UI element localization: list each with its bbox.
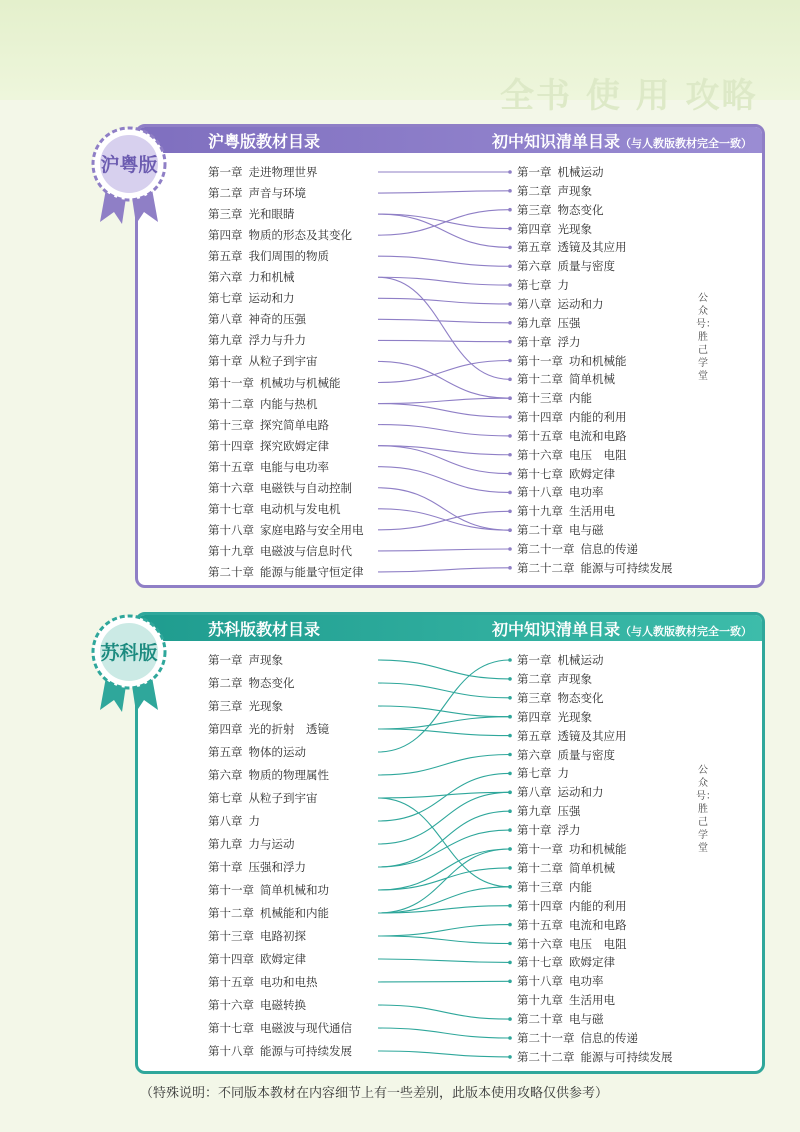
hy-right-chapter: 第十章 浮力 xyxy=(517,334,581,349)
hy-left-chapter: 第十九章 电磁波与信息时代 xyxy=(208,543,352,558)
sk-right-chapter: 第十七章 欧姆定律 xyxy=(517,955,615,970)
sk-mapping-line xyxy=(378,830,510,867)
hy-mapping-endpoint xyxy=(508,283,512,287)
sk-mapping-line xyxy=(378,1051,510,1057)
sk-right-chapter: 第三章 物态变化 xyxy=(517,690,604,705)
sk-mapping-line xyxy=(378,755,510,776)
hy-right-chapter: 第二十章 电与磁 xyxy=(517,523,604,538)
sk-left-chapter: 第十七章 电磁波与现代通信 xyxy=(208,1021,352,1035)
hy-mapping-line xyxy=(378,425,510,436)
hy-left-chapter: 第十七章 电动机与发电机 xyxy=(208,501,341,516)
sk-mapping-endpoint xyxy=(508,828,512,832)
sk-badge-label: 苏科版 xyxy=(100,642,158,664)
hy-right-chapter: 第十六章 电压 电阻 xyxy=(517,447,627,462)
hy-wechat-label: 公众号：胜己学堂 xyxy=(696,293,716,382)
sk-right-title: 初中知识清单目录（与人教版教材完全一致） xyxy=(491,620,752,639)
hy-left-title: 沪粤版教材目录 xyxy=(208,132,321,151)
sk-right-chapter: 第八章 运动和力 xyxy=(517,785,604,800)
sk-mapping-endpoint xyxy=(508,885,512,889)
sk-mapping-endpoint xyxy=(508,715,512,719)
hy-mapping-line xyxy=(378,404,510,418)
hy-mapping-endpoint xyxy=(508,472,512,476)
hy-left-chapter: 第五章 我们周围的物质 xyxy=(208,249,329,264)
hy-mapping-line xyxy=(378,511,510,530)
hy-mapping-endpoint xyxy=(508,246,512,250)
hy-left-chapter: 第十六章 电磁铁与自动控制 xyxy=(208,480,352,495)
hy-mapping-endpoint xyxy=(508,491,512,495)
sk-left-title: 苏科版教材目录 xyxy=(208,620,321,639)
hy-right-chapter: 第十四章 内能的利用 xyxy=(517,410,627,425)
sk-mapping-endpoint xyxy=(508,791,512,795)
sk-mapping-endpoint xyxy=(508,677,512,681)
hy-mapping-line xyxy=(378,256,510,266)
hy-mapping-line xyxy=(378,340,510,341)
sk-mapping-endpoint xyxy=(508,923,512,927)
hy-left-chapter: 第七章 运动和力 xyxy=(208,291,295,306)
sk-mapping-line xyxy=(378,849,510,913)
hy-mapping-endpoint xyxy=(508,434,512,438)
hy-mapping-endpoint xyxy=(508,321,512,325)
hy-mapping-endpoint xyxy=(508,340,512,344)
sk-mapping-endpoint xyxy=(508,847,512,851)
watermark-title: 全书 使 用 攻略 xyxy=(500,76,758,116)
sk-left-chapter: 第八章 力 xyxy=(208,814,260,828)
sk-left-chapter: 第十三章 电路初探 xyxy=(208,929,306,943)
hy-right-chapter: 第十五章 电流和电路 xyxy=(517,428,627,443)
sk-left-chapter: 第十二章 机械能和内能 xyxy=(208,906,329,920)
hy-mapping-line xyxy=(378,214,510,228)
sk-left-chapter: 第四章 光的折射 透镜 xyxy=(208,722,329,736)
sk-mapping-endpoint xyxy=(508,734,512,738)
sk-left-chapter: 第十八章 能源与可持续发展 xyxy=(208,1044,352,1058)
special-note: （特殊说明：不同版本教材在内容细节上有一些差别，此版本使用攻略仅供参考） xyxy=(140,1086,609,1101)
hy-mapping-line xyxy=(378,298,510,304)
hy-right-chapter: 第九章 压强 xyxy=(517,315,581,330)
hy-mapping-endpoint xyxy=(508,396,512,400)
sk-right-chapter: 第四章 光现象 xyxy=(517,709,592,724)
hy-right-chapter: 第四章 光现象 xyxy=(517,221,592,236)
sk-right-chapter: 第一章 机械运动 xyxy=(517,653,604,667)
sk-mapping-line xyxy=(378,925,510,936)
hy-right-chapter: 第二十二章 能源与可持续发展 xyxy=(517,560,673,575)
hy-mapping-line xyxy=(378,398,510,403)
sk-right-chapter: 第十三章 内能 xyxy=(517,879,592,894)
sk-mapping-line xyxy=(378,683,510,698)
sk-mapping-endpoint xyxy=(508,904,512,908)
hy-mapping-endpoint xyxy=(508,547,512,551)
hy-left-chapter: 第十一章 机械功与机械能 xyxy=(208,375,341,390)
hy-mapping-line xyxy=(378,191,510,193)
sk-right-chapter: 第二章 声现象 xyxy=(517,671,592,686)
sk-right-chapter: 第十一章 功和机械能 xyxy=(517,842,627,856)
hy-right-chapter: 第三章 物态变化 xyxy=(517,202,604,217)
hy-mapping-line xyxy=(378,214,510,247)
sk-right-chapter: 第十二章 简单机械 xyxy=(517,860,615,875)
hy-right-chapter: 第五章 透镜及其应用 xyxy=(517,240,627,255)
sk-mapping-line xyxy=(378,792,510,844)
sk-mapping-endpoint xyxy=(508,753,512,757)
sk-mapping-endpoint xyxy=(508,1017,512,1021)
hy-left-chapter: 第二章 声音与环境 xyxy=(208,186,306,201)
sk-mapping-endpoint xyxy=(508,809,512,813)
sk-mapping-line xyxy=(378,936,510,944)
sk-right-chapter: 第十八章 电功率 xyxy=(517,974,604,989)
sk-mapping-endpoint xyxy=(508,980,512,984)
hy-left-chapter: 第十四章 探究欧姆定律 xyxy=(208,438,329,453)
hy-left-chapter: 第四章 物质的形态及其变化 xyxy=(208,228,352,243)
hy-mapping-line xyxy=(378,361,510,398)
hy-left-chapter: 第六章 力和机械 xyxy=(208,270,295,285)
hy-right-chapter: 第六章 质量与密度 xyxy=(517,259,615,274)
sk-mapping-endpoint xyxy=(508,961,512,965)
hy-right-chapter: 第二章 声现象 xyxy=(517,183,592,198)
hy-mapping-endpoint xyxy=(508,566,512,570)
sk-right-chapter: 第五章 透镜及其应用 xyxy=(517,728,627,743)
hy-mapping-line xyxy=(378,467,510,493)
sk-right-chapter: 第六章 质量与密度 xyxy=(517,747,615,762)
hy-mapping-endpoint xyxy=(508,510,512,514)
sk-left-chapter: 第十六章 电磁转换 xyxy=(208,998,306,1012)
sk-left-chapter: 第二章 物态变化 xyxy=(208,676,295,690)
sk-mapping-line xyxy=(378,1005,510,1019)
hy-badge-label: 沪粤版 xyxy=(100,154,158,176)
sk-mapping-endpoint xyxy=(508,866,512,870)
sk-left-chapter: 第九章 力与运动 xyxy=(208,837,295,851)
hy-right-chapter: 第十一章 功和机械能 xyxy=(517,353,627,368)
hy-right-chapter: 第十三章 内能 xyxy=(517,391,592,406)
hy-left-chapter: 第三章 光和眼睛 xyxy=(208,207,295,222)
hy-mapping-endpoint xyxy=(508,170,512,174)
sk-mapping-line xyxy=(378,981,510,982)
sk-right-chapter: 第十九章 生活用电 xyxy=(517,993,615,1008)
hy-mapping-endpoint xyxy=(508,378,512,382)
hy-left-chapter: 第十八章 家庭电路与安全用电 xyxy=(208,522,364,537)
sk-mapping-endpoint xyxy=(508,942,512,946)
sk-left-chapter: 第五章 物体的运动 xyxy=(208,745,306,759)
sk-right-chapter: 第七章 力 xyxy=(517,766,569,781)
sk-right-chapter: 第十四章 内能的利用 xyxy=(517,898,627,913)
sk-wechat-label: 公众号：胜己学堂 xyxy=(696,765,716,854)
hy-left-chapter: 第一章 走进物理世界 xyxy=(208,165,318,179)
hy-mapping-endpoint xyxy=(508,528,512,532)
sk-mapping-line xyxy=(378,729,510,736)
sk-right-chapter: 第二十一章 信息的传递 xyxy=(517,1031,638,1045)
sk-left-chapter: 第十一章 简单机械和功 xyxy=(208,883,329,897)
hy-mapping-line xyxy=(378,277,510,379)
sk-mapping-line xyxy=(378,1028,510,1038)
hy-right-chapter: 第七章 力 xyxy=(517,278,569,293)
sk-mapping-endpoint xyxy=(508,1036,512,1040)
sk-right-chapter: 第九章 压强 xyxy=(517,804,581,819)
hy-mapping-line xyxy=(378,319,510,322)
sk-mapping-line xyxy=(378,706,510,717)
hy-right-chapter: 第十九章 生活用电 xyxy=(517,504,615,519)
sk-left-chapter: 第一章 声现象 xyxy=(208,653,283,667)
hy-mapping-endpoint xyxy=(508,415,512,419)
hy-right-chapter: 第十八章 电功率 xyxy=(517,485,604,500)
hy-left-chapter: 第十五章 电能与电功率 xyxy=(208,459,329,474)
hy-right-chapter: 第十二章 简单机械 xyxy=(517,372,615,387)
hy-right-chapter: 第一章 机械运动 xyxy=(517,165,604,179)
sk-mapping-line xyxy=(378,868,510,890)
sk-mapping-endpoint xyxy=(508,696,512,700)
hy-right-chapter: 第十七章 欧姆定律 xyxy=(517,466,615,481)
hy-mapping-endpoint xyxy=(508,189,512,193)
hy-mapping-line xyxy=(378,568,510,572)
hy-mapping-endpoint xyxy=(508,227,512,231)
hy-mapping-line xyxy=(378,488,510,530)
sk-left-chapter: 第十五章 电功和电热 xyxy=(208,975,318,989)
sk-mapping-line xyxy=(378,959,510,962)
sk-right-chapter: 第二十二章 能源与可持续发展 xyxy=(517,1049,673,1064)
sk-mapping-endpoint xyxy=(508,772,512,776)
hy-mapping-endpoint xyxy=(508,208,512,212)
hy-left-chapter: 第十章 从粒子到宇宙 xyxy=(208,354,318,369)
hy-right-chapter: 第二十一章 信息的传递 xyxy=(517,542,638,556)
hy-left-chapter: 第二十章 能源与能量守恒定律 xyxy=(208,564,364,579)
hy-mapping-endpoint xyxy=(508,453,512,457)
sk-left-chapter: 第七章 从粒子到宇宙 xyxy=(208,791,318,805)
sk-left-chapter: 第十四章 欧姆定律 xyxy=(208,952,306,966)
sk-left-chapter: 第十章 压强和浮力 xyxy=(208,860,306,874)
sk-mapping-endpoint xyxy=(508,658,512,662)
hy-right-chapter: 第八章 运动和力 xyxy=(517,296,604,311)
hy-left-chapter: 第九章 浮力与升力 xyxy=(208,333,306,348)
hy-left-chapter: 第八章 神奇的压强 xyxy=(208,312,306,327)
sk-mapping-line xyxy=(378,717,510,729)
hy-right-title: 初中知识清单目录（与人教版教材完全一致） xyxy=(491,132,752,151)
sk-left-chapter: 第三章 光现象 xyxy=(208,699,283,713)
sk-mapping-endpoint xyxy=(508,1055,512,1059)
sk-right-chapter: 第二十章 电与磁 xyxy=(517,1012,604,1027)
hy-mapping-endpoint xyxy=(508,302,512,306)
hy-mapping-line xyxy=(378,549,510,551)
sk-right-chapter: 第十五章 电流和电路 xyxy=(517,917,627,932)
hy-left-chapter: 第十二章 内能与热机 xyxy=(208,396,318,411)
sk-right-chapter: 第十章 浮力 xyxy=(517,823,581,838)
hy-left-chapter: 第十三章 探究简单电路 xyxy=(208,417,329,432)
hy-mapping-endpoint xyxy=(508,359,512,363)
sk-left-chapter: 第六章 物质的物理属性 xyxy=(208,768,329,782)
hy-mapping-endpoint xyxy=(508,264,512,268)
sk-right-chapter: 第十六章 电压 电阻 xyxy=(517,936,627,951)
